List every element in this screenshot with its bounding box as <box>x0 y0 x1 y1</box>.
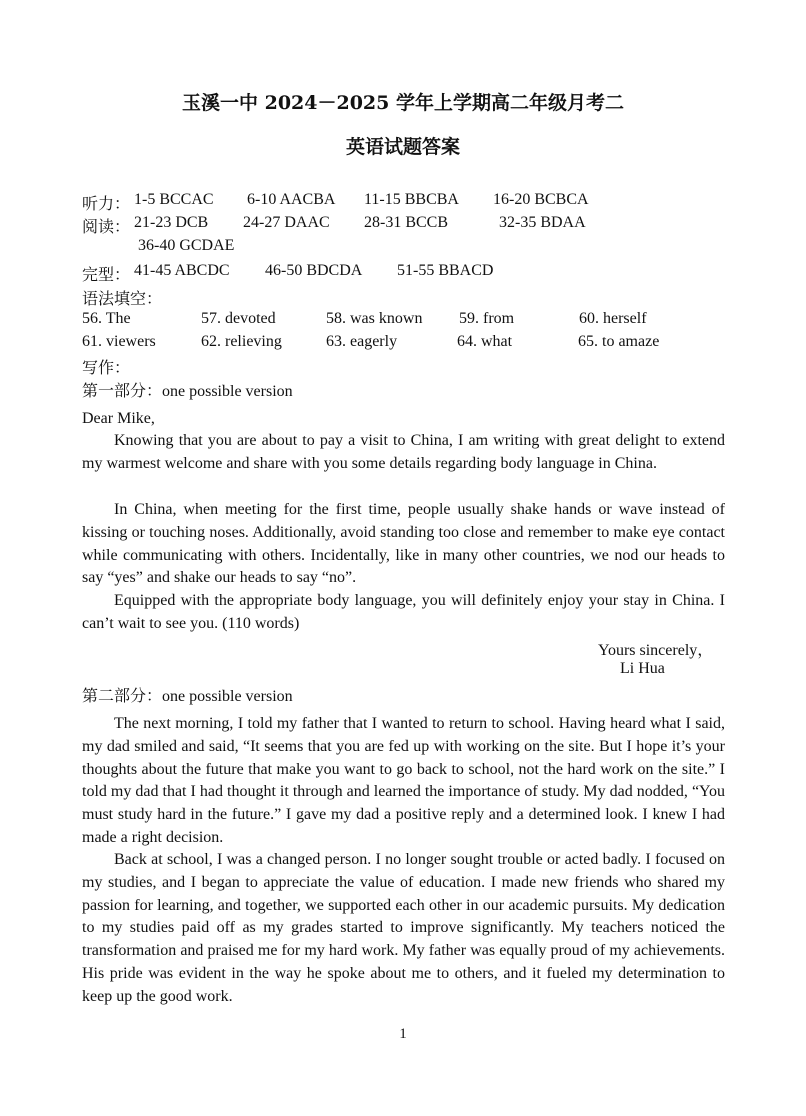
answer-group: 24-27 DAAC <box>243 214 330 231</box>
grammar-label: 语法填空： <box>82 291 163 308</box>
answer-group: 21-23 DCB <box>134 214 209 231</box>
answer-group: 32-35 BDAA <box>499 214 586 231</box>
letter-signature: Li Hua <box>620 660 665 677</box>
grammar-answer: 63. eagerly <box>326 333 398 350</box>
story-paragraph: Back at school, I was a changed person. I no longer sought trouble or acted badly. I focused on my studies, and I began to appreciate the value of education. I made new friends who shared my passion for learning, and together, we supported each other in our academic pursuits. My dedication to my studies paid off as my grades started to improve significantly. My teachers noticed the transformation and praised me for my hard work. My father was equally proud of my achievements. His pride was evident in the way he spoke about me to others, and it fueled my determination to keep up the good work. <box>82 851 725 1005</box>
letter-closing: Yours sincerely， <box>598 642 714 659</box>
grammar-answer: 61. viewers <box>82 333 156 350</box>
grammar-answer: 58. was known <box>326 310 423 327</box>
answer-group: 36-40 GCDAE <box>138 237 235 254</box>
story-paragraph: The next morning, I told my father that I wanted to return to school. Having heard what I said, my dad smiled and said, “It seems that you are fed up with working on the site. But I hope it’s your thoughts about the future that make you want to go back to school, not the hard work on the site.” I told my dad that I had thought it through and learned the importance of study. My dad nodded, “You must study hard in the future.” I gave my dad a positive reply and a determined look. I knew I had made a right decision. <box>82 715 725 846</box>
grammar-answer: 60. herself <box>579 310 647 327</box>
answer-group: 51-55 BBACD <box>397 262 494 279</box>
listening-label: 听力： <box>82 196 131 213</box>
part2-heading: 第二部分：one possible version <box>82 688 293 705</box>
answer-group: 1-5 BCCAC <box>134 191 214 208</box>
part1-heading: 第一部分：one possible version <box>82 383 293 400</box>
answer-group: 46-50 BDCDA <box>265 262 363 279</box>
answer-group: 11-15 BBCBA <box>364 191 459 208</box>
grammar-answer: 59. from <box>459 310 515 327</box>
grammar-answer: 56. The <box>82 310 131 327</box>
answer-group: 28-31 BCCB <box>364 214 449 231</box>
letter-paragraph: Equipped with the appropriate body language, you will definitely enjoy your stay in China. I can’t wait to see you. (110 words) <box>82 592 725 632</box>
reading-label: 阅读： <box>82 219 131 236</box>
answer-group: 16-20 BCBCA <box>493 191 589 208</box>
grammar-answer: 64. what <box>457 333 513 350</box>
answer-group: 6-10 AACBA <box>247 191 336 208</box>
page-number: 1 <box>399 1026 407 1042</box>
grammar-answer: 62. relieving <box>201 333 282 350</box>
grammar-answer: 57. devoted <box>201 310 276 327</box>
page-title: 玉溪一中 2024－2025 学年上学期高二年级月考二 <box>182 92 624 114</box>
cloze-label: 完型： <box>82 267 131 284</box>
letter-salutation: Dear Mike, <box>82 410 155 427</box>
writing-label: 写作： <box>82 360 131 377</box>
answer-group: 41-45 ABCDC <box>134 262 230 279</box>
letter-paragraph: Knowing that you are about to pay a visit to China, I am writing with great delight to extend my warmest welcome and share with you some details regarding body language in China. <box>82 432 725 472</box>
page-subtitle: 英语试题答案 <box>345 136 460 158</box>
letter-paragraph: In China, when meeting for the first time, people usually shake hands or wave instead of kissing or touching noses. Additionally, avoid standing too close and remember to make eye contact while communicating with others. Incidentally, like in many other countries, we nod our heads to say “yes” and shake our heads to say “no”. <box>82 501 725 587</box>
grammar-answer: 65. to amaze <box>578 333 660 350</box>
